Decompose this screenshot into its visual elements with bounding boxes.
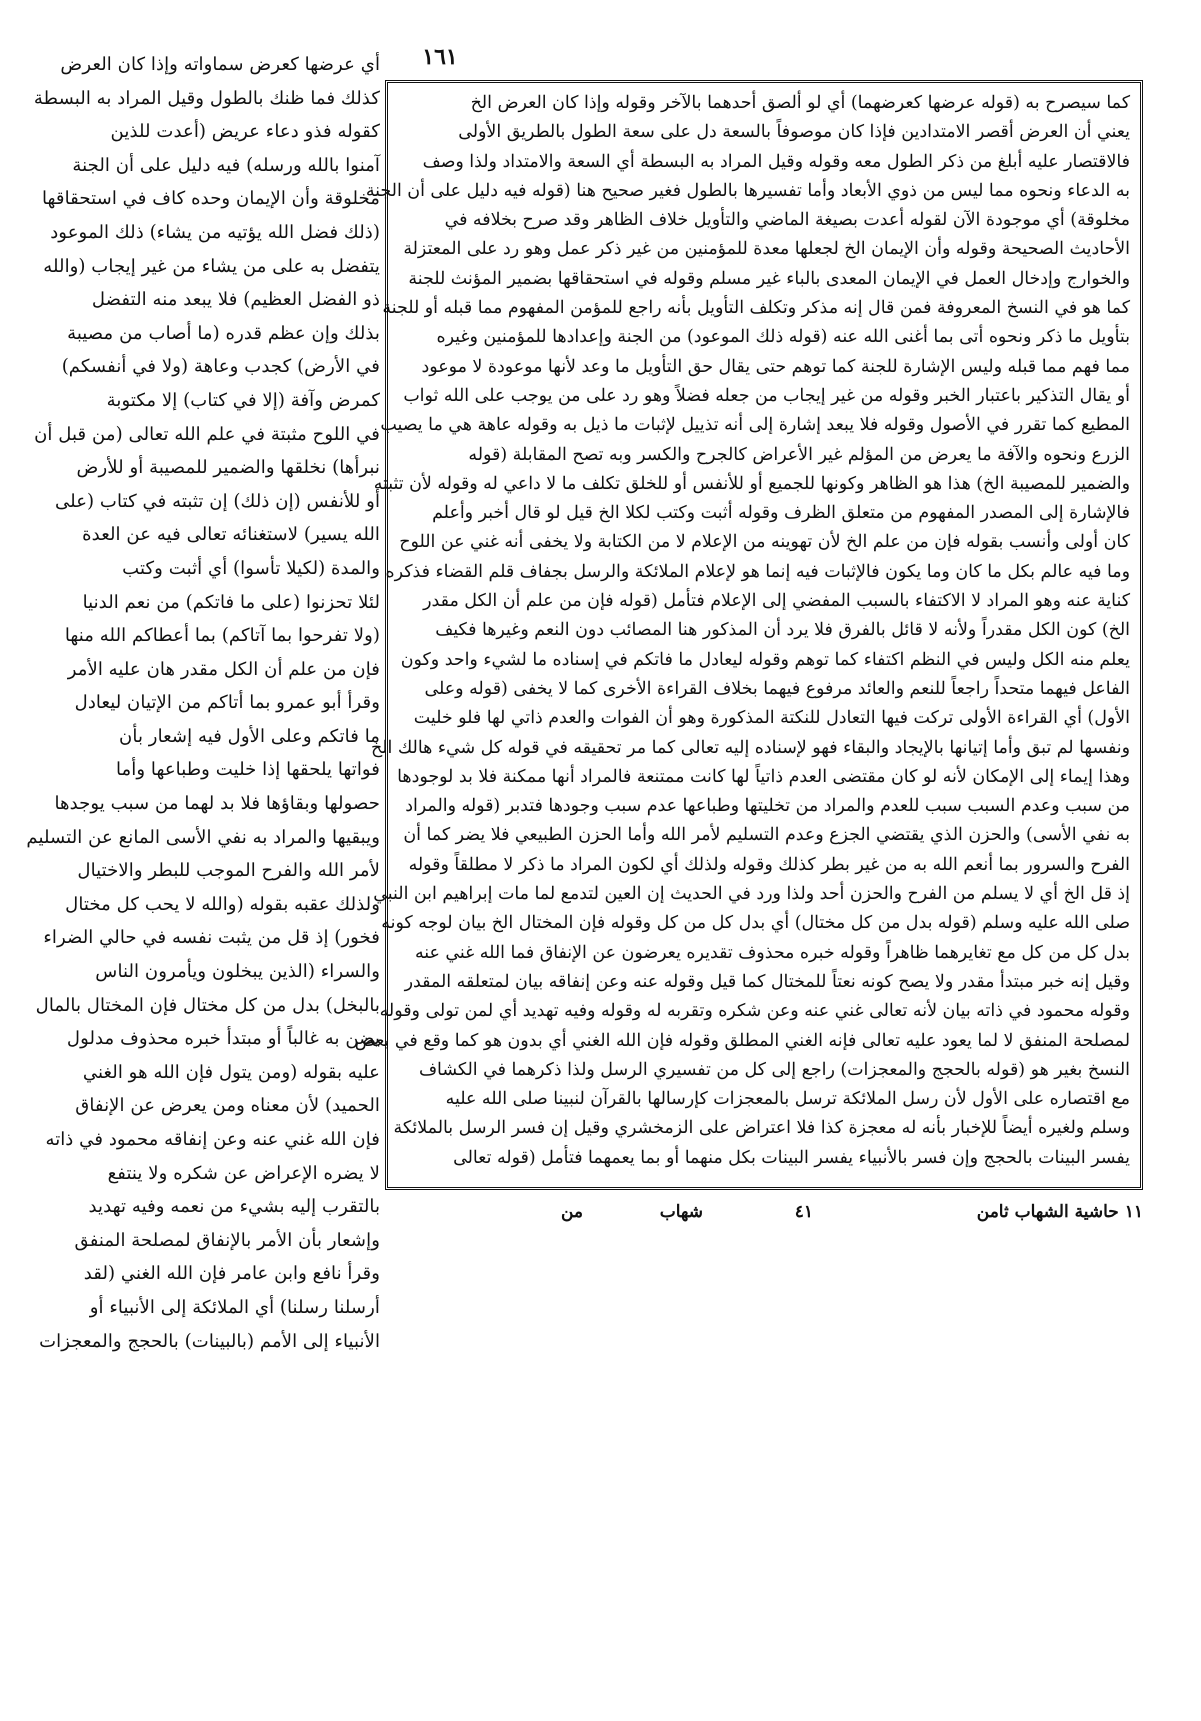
commentary-line: لا يضره الإعراض عن شكره ولا ينتفع	[107, 1162, 380, 1184]
hashiya-line: وما فيه عالم بكل ما كان وما يكون فالإثبات فيه إنما هو لإعلام الملائكة والرسل بجفاف قلم القضاء فذكره	[385, 561, 1130, 582]
commentary-line: فواتها يلحقها إذا خليت وطباعها وأما	[116, 759, 380, 781]
commentary-line: فإن من علم أن الكل مقدر هان عليه الأمر	[67, 658, 380, 680]
commentary-line: لأمر الله والفرح الموجب للبطر والاختيال	[77, 860, 380, 882]
commentary-line: الله يسير) لاستغنائه تعالى فيه عن العدة	[82, 524, 380, 546]
commentary-line: أرسلنا رسلنا) أي الملائكة إلى الأنبياء أو	[89, 1296, 380, 1318]
hashiya-line: مع اقتصاره على الأول لأن رسل الملائكة ترسل بالمعجزات كإرسالها بالقرآن لنبينا صلى الله عليه	[445, 1089, 1130, 1110]
footer-count: ٤١	[794, 1202, 813, 1222]
commentary-line: (ذلك فضل الله يؤتيه من يشاء) ذلك الموعود	[50, 221, 380, 243]
hashiya-line: وقيل إنه خبر مبتدأ مقدر ولا يصح كونه نعتاً للمختال كما قيل وقوله عنه وعن إنفاقه بيان لمتعلقه المقدر	[404, 971, 1130, 992]
hashiya-line: كما سيصرح به (قوله عرضها كعرضهما) أي لو ألصق أحدهما بالآخر وقوله وإذا كان العرض الخ	[470, 93, 1130, 113]
page-number: ١٦١	[422, 44, 458, 70]
commentary-line: عليه بقوله (ومن يتول فإن الله هو الغني	[82, 1061, 380, 1083]
page-footer	[385, 1196, 1143, 1232]
hashiya-line: وهذا إيماء إلى الإمكان لأنه لو كان مقتضى العدم ذاتياً لها كانت ممتنعة فالمراد أنها ممكنة فلا بد لوجودها	[397, 766, 1130, 787]
commentary-line: يتفضل به على من يشاء من غير إيجاب (والله	[43, 255, 380, 277]
footer-signature: ١١ حاشية الشهاب ثامن	[976, 1202, 1143, 1222]
commentary-line: فخور) إذ قل من يثبت نفسه في حالي الضراء	[43, 927, 380, 949]
commentary-line: (ولا تفرحوا بما آتاكم) بما أعطاكم الله منها	[64, 625, 380, 647]
hashiya-line: فالاقتصار عليه أبلغ من ذكر الطول معه وقوله وقيل المراد به البسطة أي السعة والامتداد ولذا وصف	[422, 151, 1130, 172]
commentary-line: وقرأ أبو عمرو بما أتاكم من الإتيان ليعادل	[74, 692, 380, 714]
hashiya-line: ونفسها لم تبق وأما إتيانها بالإيجاد والبقاء فهو لإسناده إليه تعالى كما مر تحقيقه في قوله كل شيء هالك الخ	[371, 737, 1130, 758]
commentary-line: بالتقرب إليه بشيء من نعمه وفيه تهديد	[88, 1196, 380, 1218]
base-commentary-text	[26, 48, 380, 1358]
footer-shihab: شهاب	[659, 1202, 703, 1222]
hashiya-line: إذ قل الخ أي لا يسلم من الفرح والحزن أحد ولذا ورد في الحديث إن العين لتدمع لما مات إبراهيم ابن النبي	[373, 884, 1130, 905]
commentary-line: أو للأنفس (إن ذلك) إن تثبته في كتاب (على	[55, 490, 380, 512]
commentary-line: والسراء (الذين يبخلون ويأمرون الناس	[95, 961, 380, 983]
commentary-line: لئلا تحزنوا (على ما فاتكم) من نعم الدنيا	[82, 591, 380, 613]
quran-commentary-column	[26, 48, 380, 1352]
commentary-line: أي عرضها كعرض سماواته وإذا كان العرض	[60, 54, 380, 75]
commentary-line: كذلك فما ظنك بالطول وقيل المراد به البسطة	[33, 87, 380, 109]
hashiya-line: الفاعل فيهما متحداً راجعاً للنعم والعائد مرفوع فيهما بخلاف القراءة الأخرى كما لا يخفى (قوله وعلى	[424, 678, 1130, 699]
commentary-line: بالبخل) بدل من كل مختال فإن المختال بالمال	[35, 994, 380, 1016]
commentary-line: الحميد) لأن معناه ومن يعرض عن الإنفاق	[75, 1095, 380, 1117]
hashiya-line: الزرع ونحوه والآفة ما يعرض من المؤلم غير الأعراض كالجرح والكسر وبه تصح المقابلة (قوله	[468, 444, 1130, 465]
hashiya-line: يفسر البينات بالحجج وإن فسر بالأنبياء يفسر البينات بكل منهما أو بما يعمهما فتأمل (قوله تعالى	[453, 1147, 1130, 1168]
hashiya-line: فالإشارة إلى المصدر المفهوم من متعلق الظرف وقوله أثبت وكتب لكلا الخ قيل لو قال أخبر وأعلم	[432, 503, 1130, 524]
commentary-line: ويبقيها والمراد به نفي الأسى المانع عن التسليم	[26, 826, 380, 848]
hashiya-line: النسخ بغير هو (قوله بالحجج والمعجزات) راجع إلى كل من تفسيري الرسل ولذا ذكرهما في الكشاف	[419, 1059, 1130, 1080]
hashiya-line: كان أولى وأنسب بقوله فإن من علم الخ لأن تهوينه من الإعلام لا من الكتابة ولا يخفى أنه غني عن اللوح	[399, 532, 1130, 553]
commentary-line: في اللوح مثبتة في علم الله تعالى (من قبل أن	[34, 423, 380, 445]
hashiya-line: به نفي الأسى) والحزن الذي يقتضي الجزع وعدم التسليم لأمر الله وأما الحزن الطبيعي فلا يضر كما أن	[403, 825, 1130, 846]
hashiya-line: كناية عنه وهو المراد لا الاكتفاء بالسبب المفضي إلى الإعلام فتأمل (قوله فإن من علم أن الكل مقدر	[423, 591, 1130, 612]
commentary-line: يضن به غالباً أو مبتدأ خبره محذوف مدلول	[66, 1028, 380, 1050]
commentary-line: ذو الفضل العظيم) فلا يبعد منه التفضل	[91, 289, 380, 311]
commentary-line: الأنبياء إلى الأمم (بالبينات) بالحجج والمعجزات	[39, 1330, 380, 1352]
hashiya-line: صلى الله عليه وسلم (قوله بدل من كل مختال) أي بدل كل من كل وقوله فإن المختال الخ بيان لوجه كونه	[381, 913, 1130, 934]
hashiya-line: يعني أن العرض أقصر الامتدادين فإذا كان موصوفاً بالسعة دل على سعة الطول بالطريق الأولى	[458, 122, 1130, 143]
hashiya-line: الفرح والسرور بما أنعم الله به من غير بطر كذلك وقوله ولذلك أي لكون المراد ما ذكر لا مطلقاً وقوله	[408, 854, 1130, 875]
commentary-line: وإشعار بأن الأمر بالإنفاق لمصلحة المنفق	[74, 1229, 380, 1251]
hashiya-line: كما هو في النسخ المعروفة فمن قال إنه مذكر وتكلف التأويل بأنه راجع للمؤمن المفهوم مما قبله أو للجنة	[382, 298, 1130, 319]
hashiya-line: الأول) أي القراءة الأولى تركت فيها التعادل للنكتة المذكورة وهو أن الفوات والعدم ذاتي لها فلو خليت	[413, 708, 1130, 729]
commentary-line: ما فاتكم وعلى الأول فيه إشعار بأن	[119, 725, 380, 747]
hashiya-line: أو يقال التذكير باعتبار الخبر وقوله من غير إيجاب من جعله فضلاً وهو رد على من يوجب على الله ثواب	[403, 385, 1130, 406]
gloss-frame	[354, 80, 1143, 1190]
hashiya-line: الأحاديث الصحيحة وقوله وأن الإيمان الخ لجعلها معدة للمؤمنين من غير ذكر عمل وهو رد على المعتزلة	[403, 239, 1130, 260]
commentary-line: نبرأها) نخلقها والضمير للمصيبة أو للأرض	[76, 457, 380, 479]
commentary-line: حصولها وبقاؤها فلا بد لهما من سبب يوجدها	[54, 793, 380, 815]
hashiya-line: بدل كل من كل مع تغايرهما ظاهراً وقوله خبره محذوف تقديره يعرضون عن الإنفاق فما الله غني عنه	[414, 942, 1130, 963]
hashiya-line: بتأويل ما ذكر ونحوه أتى بما أغنى الله عنه (قوله ذلك الموعود) من الجنة وإعدادها للمؤمنين وغيره	[436, 327, 1130, 348]
hashiya-line: مخلوقة) أي موجودة الآن لقوله أعدت بصيغة الماضي والتأويل خلاف الظاهر وقد صرح بخلافه في	[444, 210, 1130, 231]
commentary-line: كقوله فذو دعاء عريض (أعدت للذين	[110, 121, 380, 143]
commentary-line: ولذلك عقبه بقوله (والله لا يحب كل مختال	[65, 893, 380, 915]
commentary-line: آمنوا بالله ورسله) فيه دليل على أن الجنة	[72, 154, 380, 176]
hashiya-line: من سبب وعدم السبب سبب للعدم والمراد من تخليتها وطباعها عدم سبب وجودها فتدبر (قوله والمراد	[405, 796, 1130, 817]
hashiya-line: وقوله محمود في ذاته بيان لأنه تعالى غني عنه وعن شكره وتقربه له وقوله وفيه تهديد أي لمن تولى وقوله	[379, 1001, 1130, 1022]
hashiya-line: المطيع كما تقرر في الأصول وقوله فلا يبعد إشارة إلى أنه تذييل لإثبات ما ذيل به وقوله عاهة هي ما يصيب	[380, 415, 1130, 436]
hashiya-line: مما فهم مما قبله وليس الإشارة للجنة كما توهم حتى يقال حق التأويل ما وعد لأنها موعودة لا موعود	[421, 356, 1130, 377]
commentary-line: فإن الله غني عنه وعن إنفاقه محمود في ذاته	[45, 1129, 380, 1150]
commentary-line: مخلوقة وأن الإيمان وحده كاف في استحقاقها	[41, 188, 380, 210]
commentary-line: والمدة (لكيلا تأسوا) أي أثبت وكتب	[122, 557, 380, 579]
hashiya-line: والضمير للمصيبة الخ) هذا هو الظاهر وكونها للجميع أو للأنفس أو للخلق تكلف ما لا داعي له وقوله لأن تثبته	[373, 473, 1130, 494]
commentary-line: وقرأ نافع وابن عامر فإن الله الغني (لقد	[83, 1263, 380, 1285]
commentary-line: كمرض وآفة (إلا في كتاب) إلا مكتوبة	[106, 389, 380, 411]
hashiya-line: والخوارج وإدخال العمل في الإيمان المعدى بالباء غير مسلم وقوله في استحقاقها بضمير المؤنث للجنة	[408, 268, 1130, 289]
hashiya-line: يعلم منه الكل وليس في النظم اكتفاء كما توهم وقوله ليعادل ما فاتكم في إسناده ما لشيء واحد وكون	[400, 649, 1130, 670]
hashiya-line: لمصلحة المنفق لا لما يعود عليه تعالى فإنه الغني المطلق وقوله فإن الله الغني أي بدون هو كما وقع في بعض	[354, 1030, 1130, 1051]
hashiya-line: الخ) كون الكل مقدراً ولأنه لا قائل بالفرق فلا يرد أن المذكور هنا المصائب دون النعم وغيرها فكيف	[435, 620, 1130, 641]
hashiya-line: به الدعاء ونحوه مما ليس من ذوي الأبعاد وأما تفسيرها بالطول فغير صحيح هنا (قوله فيه دليل على أن الجنة	[365, 180, 1130, 201]
commentary-line: بذلك وإن عظم قدره (ما أصاب من مصيبة	[67, 322, 380, 344]
hashiya-line: وسلم ولغيره أيضاً للإخبار بأنه له معجزة كذا فلا اعتراض على الزمخشري وقيل إن فسر الرسل بالملائكة	[393, 1118, 1130, 1139]
hashiya-text	[354, 89, 1130, 1173]
commentary-line: في الأرض) كجدب وعاهة (ولا في أنفسكم)	[61, 356, 380, 378]
footer-min: من	[560, 1202, 583, 1222]
